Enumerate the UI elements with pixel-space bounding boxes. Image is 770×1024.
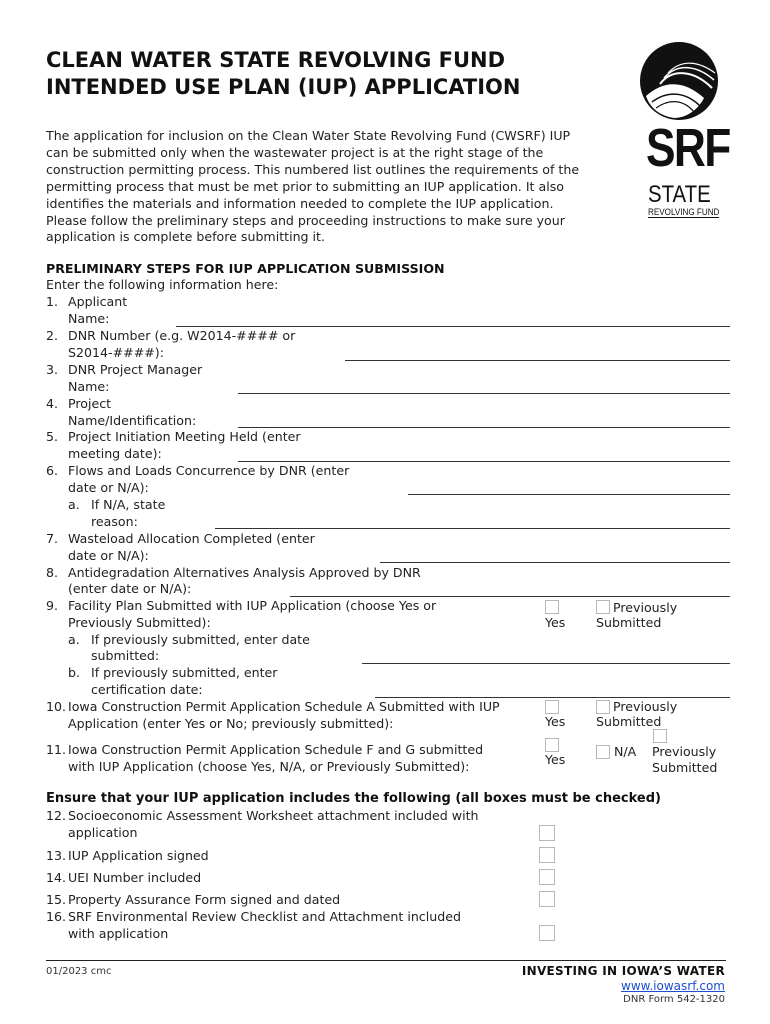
ensure-heading: Ensure that your IUP application includes the following (all boxes must be checked) xyxy=(46,791,661,806)
srf-water-logo-icon xyxy=(638,40,720,122)
environmental-review-checkbox[interactable] xyxy=(539,925,555,941)
item-1-number: 1. xyxy=(46,294,59,309)
item-12-number: 12. xyxy=(46,808,67,823)
item-6-label-2: date or N/A): xyxy=(68,480,149,495)
item-3-number: 3. xyxy=(46,362,59,377)
item-4-label-1: Project xyxy=(68,396,112,411)
footer-slogan: INVESTING IN IOWA’S WATER xyxy=(521,964,725,978)
item-9-label-2: Previously Submitted): xyxy=(68,615,211,630)
item-7-label-1: Wasteload Allocation Completed (enter xyxy=(68,531,315,546)
logo-state-text: STATE xyxy=(648,181,711,208)
project-manager-field[interactable] xyxy=(238,393,730,394)
item-6-number: 6. xyxy=(46,463,59,478)
item-12-label-2: application xyxy=(68,825,138,840)
item-6a-letter: a. xyxy=(68,497,80,512)
footer-form-number: DNR Form 542-1320 xyxy=(623,994,725,1005)
schedule-fg-na-label: N/A xyxy=(614,744,637,759)
na-reason-field[interactable] xyxy=(215,528,730,529)
item-9a-letter: a. xyxy=(68,632,80,647)
schedule-a-yes-checkbox[interactable] xyxy=(545,700,559,714)
item-9-label-1: Facility Plan Submitted with IUP Application (choose Yes or xyxy=(68,598,437,613)
item-10-label-1: Iowa Construction Permit Application Schedule A Submitted with IUP xyxy=(68,699,500,714)
item-11-label-2: with IUP Application (choose Yes, N/A, or Previously Submitted): xyxy=(68,759,470,774)
item-12-label-1: Socioeconomic Assessment Worksheet attachment included with xyxy=(68,808,479,823)
item-13-label: IUP Application signed xyxy=(68,848,209,863)
item-5-label-2: meeting date): xyxy=(68,446,162,461)
item-14-label: UEI Number included xyxy=(68,870,202,885)
item-7-number: 7. xyxy=(46,531,59,546)
intro-line-5: identifies the materials and information needed to complete the IUP application. xyxy=(46,196,554,211)
preliminary-subheading: Enter the following information here: xyxy=(46,277,279,292)
schedule-fg-yes-label: Yes xyxy=(545,752,566,767)
item-9b-label-1: If previously submitted, enter xyxy=(91,665,278,680)
wasteload-field[interactable] xyxy=(380,562,730,563)
antidegradation-field[interactable] xyxy=(290,596,730,597)
item-8-label-2: (enter date or N/A): xyxy=(68,581,192,596)
footer-website-link[interactable]: www.iowasrf.com xyxy=(621,979,725,993)
item-4-number: 4. xyxy=(46,396,59,411)
schedule-a-yes-label: Yes xyxy=(545,714,566,729)
item-6a-label-2: reason: xyxy=(91,514,138,529)
item-5-number: 5. xyxy=(46,429,59,444)
item-16-number: 16. xyxy=(46,909,67,924)
item-2-label-1: DNR Number (e.g. W2014-#### or xyxy=(68,328,296,343)
item-8-number: 8. xyxy=(46,565,59,580)
facility-plan-yes-checkbox[interactable] xyxy=(545,600,559,614)
intro-line-3: construction permitting process. This numbered list outlines the requirements of the xyxy=(46,162,580,177)
item-2-number: 2. xyxy=(46,328,59,343)
dnr-number-field[interactable] xyxy=(345,360,730,361)
item-1-label-1: Applicant xyxy=(68,294,128,309)
item-9a-label-2: submitted: xyxy=(91,648,160,663)
item-9b-label-2: certification date: xyxy=(91,682,203,697)
intro-line-7: application is complete before submitting it. xyxy=(46,229,325,244)
uei-number-checkbox[interactable] xyxy=(539,869,555,885)
item-16-label-2: with application xyxy=(68,926,169,941)
item-10-number: 10. xyxy=(46,699,67,714)
schedule-fg-na-checkbox[interactable] xyxy=(596,745,610,759)
schedule-fg-previously-label-2: Submitted xyxy=(652,760,718,775)
flows-loads-field[interactable] xyxy=(408,494,730,495)
item-14-number: 14. xyxy=(46,870,67,885)
item-9a-label-1: If previously submitted, enter date xyxy=(91,632,310,647)
schedule-a-previously-checkbox[interactable] xyxy=(596,700,610,714)
item-6-label-1: Flows and Loads Concurrence by DNR (enter xyxy=(68,463,350,478)
srf-logo xyxy=(638,40,730,220)
facility-plan-yes-label: Yes xyxy=(545,615,566,630)
submitted-date-field[interactable] xyxy=(362,663,730,664)
logo-srf-text: SRF xyxy=(646,118,730,178)
item-4-label-2: Name/Identification: xyxy=(68,413,197,428)
initiation-meeting-date-field[interactable] xyxy=(238,461,730,462)
schedule-fg-previously-label-1: Previously xyxy=(652,744,717,759)
page-title-line-1: CLEAN WATER STATE REVOLVING FUND xyxy=(46,48,506,72)
item-9-number: 9. xyxy=(46,598,59,613)
item-1-label-2: Name: xyxy=(68,311,110,326)
footer-divider xyxy=(46,960,726,961)
schedule-a-previously-label-1: Previously xyxy=(613,699,678,714)
item-16-label-1: SRF Environmental Review Checklist and Attachment included xyxy=(68,909,461,924)
intro-line-2: can be submitted only when the wastewater project is at the right stage of the xyxy=(46,145,544,160)
item-15-number: 15. xyxy=(46,892,67,907)
item-15-label: Property Assurance Form signed and dated xyxy=(68,892,341,907)
item-10-label-2: Application (enter Yes or No; previously submitted): xyxy=(68,716,394,731)
facility-plan-previously-label-2: Submitted xyxy=(596,615,662,630)
schedule-fg-yes-checkbox[interactable] xyxy=(545,738,559,752)
item-11-label-1: Iowa Construction Permit Application Schedule F and G submitted xyxy=(68,742,484,757)
item-9b-letter: b. xyxy=(68,665,80,680)
item-6a-label-1: If N/A, state xyxy=(91,497,166,512)
certification-date-field[interactable] xyxy=(375,697,730,698)
project-name-field[interactable] xyxy=(238,427,730,428)
item-7-label-2: date or N/A): xyxy=(68,548,149,563)
facility-plan-previously-label-1: Previously xyxy=(613,600,678,615)
item-3-label-1: DNR Project Manager xyxy=(68,362,203,377)
page-title-line-2: INTENDED USE PLAN (IUP) APPLICATION xyxy=(46,75,521,99)
item-3-label-2: Name: xyxy=(68,379,110,394)
intro-line-1: The application for inclusion on the Clean Water State Revolving Fund (CWSRF) IUP xyxy=(46,128,571,143)
socioeconomic-checkbox[interactable] xyxy=(539,825,555,841)
item-11-number: 11. xyxy=(46,742,67,757)
facility-plan-previously-checkbox[interactable] xyxy=(596,600,610,614)
applicant-name-field[interactable] xyxy=(176,326,730,327)
item-13-number: 13. xyxy=(46,848,67,863)
intro-line-4: permitting process that must be met prior to submitting an IUP application. It also xyxy=(46,179,564,194)
item-8-label-1: Antidegradation Alternatives Analysis Approved by DNR xyxy=(68,565,421,580)
schedule-a-previously-label-2: Submitted xyxy=(596,714,662,729)
item-5-label-1: Project Initiation Meeting Held (enter xyxy=(68,429,301,444)
iup-signed-checkbox[interactable] xyxy=(539,847,555,863)
schedule-fg-previously-checkbox[interactable] xyxy=(653,729,667,743)
item-2-label-2: S2014-####): xyxy=(68,345,164,360)
preliminary-heading: PRELIMINARY STEPS FOR IUP APPLICATION SUBMISSION xyxy=(46,261,445,276)
property-assurance-checkbox[interactable] xyxy=(539,891,555,907)
intro-line-6: Please follow the preliminary steps and proceeding instructions to make sure your xyxy=(46,213,565,228)
logo-revolving-text: REVOLVING FUND xyxy=(648,207,720,217)
footer-form-code: 01/2023 cmc xyxy=(46,966,112,977)
